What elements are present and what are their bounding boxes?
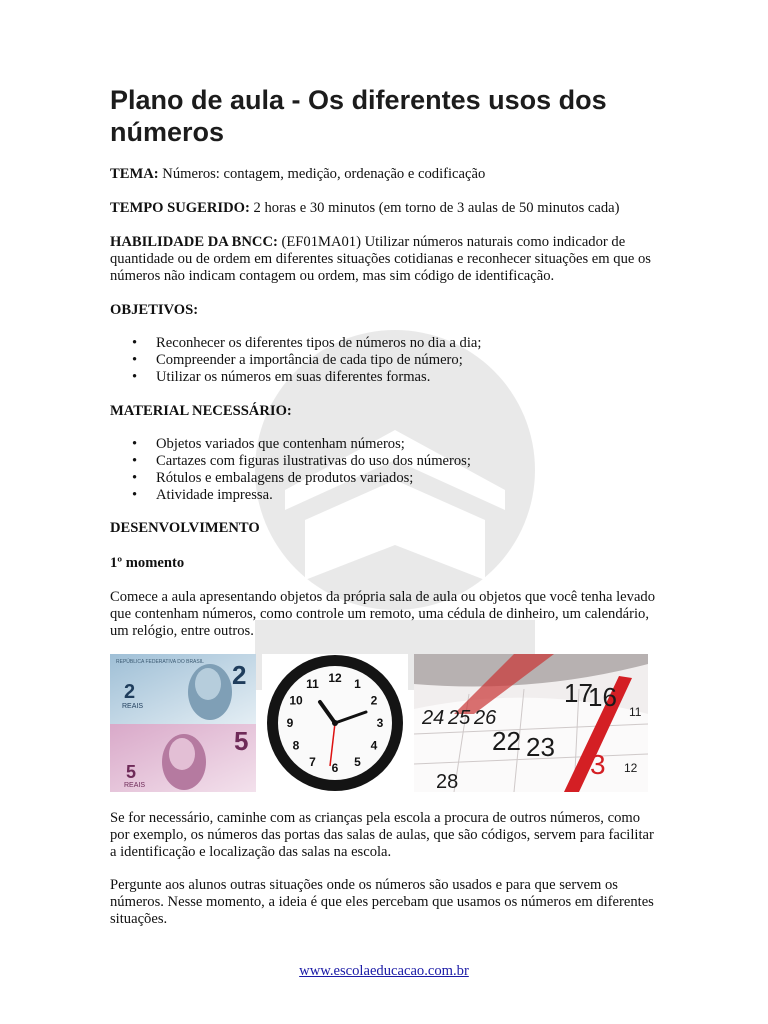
list-item [110, 369, 650, 386]
calendar-number: 24 [422, 707, 445, 729]
note-bottom-value: 5 [234, 726, 249, 756]
bullet-icon: • [132, 352, 138, 368]
footer-link[interactable]: www.escolaeducacao.com.br [299, 963, 469, 979]
bullet-icon: • [132, 453, 138, 469]
habilidade-text: (EF01MA01) Utilizar números naturais como indicador de quantidade ou de ordem em diferentes situações cotidianas e reconhecer situações em que os números não indicam contagem ou ordem, mas sim código de identificação. [110, 234, 651, 284]
material-heading: MATERIAL NECESSÁRIO: [110, 403, 292, 419]
clock-numeral: 5 [354, 755, 361, 769]
momento1-paragraph-1: Comece a aula apresentando objetos da própria sala de aula ou objetos que você tenha levado que contenham números, como controle um remoto, uma cédula de dinheiro, um calendário, um relógio, entre outros. [110, 589, 656, 639]
clock-numeral: 8 [292, 738, 300, 753]
bullet-icon: • [132, 487, 138, 503]
tempo-line [110, 200, 660, 217]
note-bottom-value-small: 5 [126, 762, 137, 782]
calendar-number: 22 [492, 726, 521, 756]
tempo-text: 2 horas e 30 minutos (em torno de 3 aulas de 50 minutos cada) [249, 200, 620, 216]
clock-numeral: 3 [376, 716, 384, 730]
note-top-value: 2 [232, 660, 247, 690]
list-item [110, 352, 650, 369]
habilidade-paragraph [110, 234, 660, 285]
list-item-text: Compreender a importância de cada tipo de número; [156, 352, 463, 368]
tema-text: Números: contagem, medição, ordenação e codificação [158, 166, 486, 182]
habilidade-label: HABILIDADE DA BNCC: [110, 234, 278, 250]
material-list [110, 436, 650, 504]
list-item-text: Utilizar os números em suas diferentes formas. [156, 369, 431, 385]
note-top-value-small: 2 [124, 681, 136, 703]
calendar-number: 17 [564, 678, 593, 708]
tema-label: TEMA: [110, 166, 159, 182]
clock-numeral: 12 [328, 671, 342, 685]
note-bottom-label: REAIS [124, 782, 146, 789]
calendar-number: 25 [448, 707, 471, 729]
bullet-icon: • [132, 335, 138, 351]
calendar-number: 11 [629, 705, 642, 719]
calendar-number: 23 [526, 732, 555, 762]
clock-image [262, 654, 408, 792]
list-item [110, 487, 650, 504]
tema-line [110, 166, 660, 183]
list-item [110, 453, 650, 470]
objetivos-list [110, 335, 650, 386]
note-top-caption: REPÚBLICA FEDERATIVA DO BRASIL [116, 659, 204, 665]
list-item-text: Atividade impressa. [156, 487, 273, 503]
list-item-text: Objetos variados que contenham números; [156, 436, 405, 452]
list-item-text: Cartazes com figuras ilustrativas do uso dos números; [156, 453, 471, 469]
clock-numeral: 1 [354, 677, 361, 691]
list-item [110, 470, 650, 487]
bullet-icon: • [132, 436, 138, 452]
clock-numeral: 7 [309, 755, 316, 769]
calendar-number: 12 [624, 761, 638, 775]
list-item-text: Rótulos e embalagens de produtos variados; [156, 470, 414, 486]
clock-numeral: 2 [370, 693, 378, 708]
clock-numeral: 10 [289, 693, 303, 708]
footer [0, 963, 768, 980]
momento1-paragraph-2: Se for necessário, caminhe com as crianças pela escola a procura de outros números, como por exemplo, os números das portas das salas de aulas, que são códigos, servem para facilitar a identificação e localização das salas na escola. [110, 810, 654, 860]
note-top-label: REAIS [122, 703, 144, 710]
clock-numeral: 9 [286, 716, 294, 730]
list-item-text: Reconhecer os diferentes tipos de números no dia a dia; [156, 335, 482, 351]
calendar-number: 16 [588, 682, 617, 712]
calendar-number: 3 [590, 749, 606, 780]
tempo-label: TEMPO SUGERIDO: [110, 200, 250, 216]
list-item [110, 436, 650, 453]
momento1-paragraph-3: Pergunte aos alunos outras situações onde os números são usados e para que servem os números. Nesse momento, a ideia é que eles percebam que usamos os números em diferentes situações. [110, 877, 654, 927]
momento1-heading: 1º momento [110, 555, 185, 571]
clock-numeral: 4 [370, 738, 378, 753]
clock-numeral: 11 [306, 677, 319, 691]
clock-numeral: 6 [331, 761, 339, 775]
list-item [110, 335, 650, 352]
calendar-number: 28 [436, 771, 459, 792]
objetivos-heading: OBJETIVOS: [110, 302, 199, 318]
calendar-image [414, 654, 648, 792]
desenvolvimento-heading: DESENVOLVIMENTO [110, 520, 260, 536]
page-title: Plano de aula - Os diferentes usos dos números [110, 85, 607, 147]
calendar-number: 26 [474, 707, 497, 729]
bullet-icon: • [132, 369, 138, 385]
bullet-icon: • [132, 470, 138, 486]
banknotes-image [110, 654, 256, 792]
